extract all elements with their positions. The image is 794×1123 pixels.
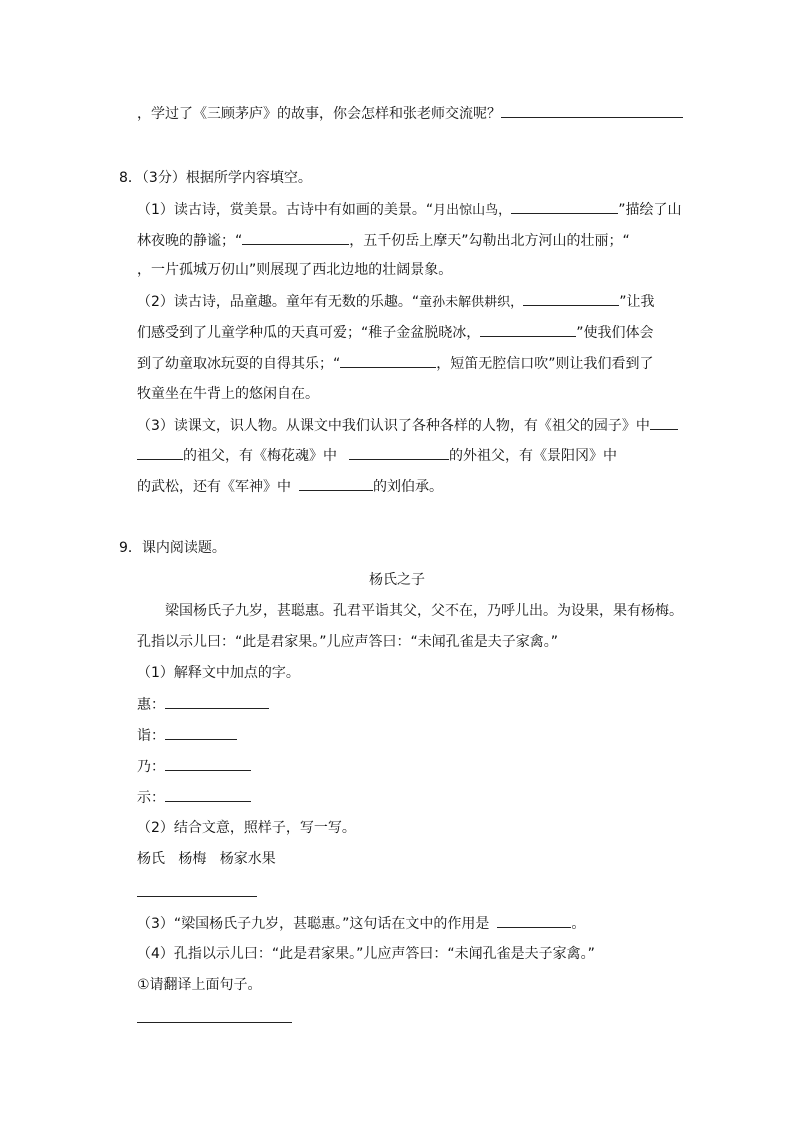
- answer-blank[interactable]: [165, 694, 269, 709]
- answer-blank[interactable]: [340, 353, 436, 368]
- word-nai: [137, 756, 251, 777]
- word-label: 诣：: [137, 728, 165, 744]
- passage-title: 杨氏之子: [369, 572, 425, 588]
- answer-blank[interactable]: [497, 913, 571, 928]
- q8-p1-text: ，一片孤城万仞山”则展现了西北边地的壮阔景象。: [137, 262, 453, 278]
- q8-p2-text: （2）读古诗，品童趣。童年有无数的乐趣。“: [137, 294, 420, 310]
- q8-p2-line2: [137, 322, 654, 343]
- q9-sub3-end: 。: [571, 916, 586, 932]
- q8-p1-line3: [137, 260, 452, 280]
- q8-p2-line4: [137, 384, 319, 404]
- answer-blank[interactable]: [137, 445, 183, 460]
- q8-p3-line1: [137, 415, 678, 436]
- q8-p3-text: 的武松，还有《军神》中: [137, 479, 291, 495]
- q8-p1-line2: [137, 230, 630, 251]
- q8-p2-text: 们感受到了儿童学种瓜的天真可爱；“稚子金盆脱晓冰，: [137, 325, 481, 341]
- example-words: 杨氏 杨梅 杨家水果: [137, 851, 276, 867]
- q8-p2-text: ”让我: [619, 294, 655, 310]
- q8-p1-text: （1）读古诗，赏美景。古诗中有如画的美景。“: [137, 202, 434, 218]
- q8-header: 8．（3分）根据所学内容填空。: [119, 170, 312, 186]
- passage-line1: 梁国杨氏子九岁，甚聪惠。孔君平诣其父，父不在，乃呼儿出。为设果，果有杨梅。: [165, 603, 683, 619]
- q8-p3-text: 的刘伯承。: [373, 479, 443, 495]
- q8-p2-text: 牧童坐在牛背上的悠闲自在。: [137, 386, 319, 402]
- q8-p2-line1: [137, 291, 654, 313]
- q8-p3-line3: [137, 476, 443, 497]
- answer-blank[interactable]: [501, 103, 683, 118]
- answer-blank[interactable]: [242, 230, 349, 245]
- answer-blank[interactable]: [511, 199, 618, 214]
- poem-quote: 童孙未解供耕织，: [419, 295, 524, 310]
- q8-p2-text: 到了幼童取冰玩耍的自得其乐；“: [137, 356, 341, 372]
- answer-line[interactable]: [137, 896, 257, 897]
- q8-p3-line2: [137, 445, 617, 466]
- q8-p3-text: 的外祖父，有《景阳冈》中: [449, 448, 617, 464]
- q9-header: 9．课内阅读题。: [119, 540, 226, 556]
- q9-sub4-1: ①请翻译上面句子。: [137, 977, 262, 993]
- answer-blank[interactable]: [523, 291, 619, 306]
- q9-sub1: （1）解释文中加点的字。: [137, 665, 300, 681]
- q8-p3-text: （3）读课文，识人物。从课文中我们认识了各种各样的人物，有《祖父的园子》中: [137, 418, 650, 434]
- answer-blank[interactable]: [165, 787, 251, 802]
- q9-sub3: [137, 913, 585, 934]
- q9-sub3-text: （3）“梁国杨氏子九岁，甚聪惠。”这句话在文中的作用是: [137, 916, 490, 932]
- q9-sub2: （2）结合文意，照样子，写一写。: [137, 820, 356, 836]
- word-label: 示：: [137, 790, 165, 806]
- answer-blank[interactable]: [650, 415, 678, 430]
- poem-quote: 月出惊山鸟，: [433, 203, 512, 218]
- intro-text: ，学过了《三顾茅庐》的故事，你会怎样和张老师交流呢？: [137, 106, 501, 122]
- word-shi: [137, 787, 251, 808]
- answer-blank[interactable]: [165, 756, 251, 771]
- passage-line2: 孔指以示儿曰：“此是君家果。”儿应声答曰：“未闻孔雀是夫子家禽。”: [137, 634, 559, 650]
- answer-line[interactable]: [137, 1022, 292, 1023]
- word-label: 惠：: [137, 697, 165, 713]
- answer-blank[interactable]: [480, 322, 576, 337]
- q8-p1-line1: [137, 199, 681, 221]
- answer-blank[interactable]: [349, 445, 449, 460]
- q8-p1-text: 林夜晚的静谧；“: [137, 233, 243, 249]
- intro-line: [137, 103, 683, 124]
- q8-p1-text: ，五千仞岳上摩天”勾勒出北方河山的壮丽；“: [349, 233, 630, 249]
- q8-p2-text: ”使我们体会: [576, 325, 654, 341]
- q8-p1-text: ”描绘了山: [618, 202, 682, 218]
- word-label: 乃：: [137, 759, 165, 775]
- word-hui: [137, 694, 269, 715]
- answer-blank[interactable]: [165, 725, 237, 740]
- q8-p3-text: 的祖父，有《梅花魂》中: [183, 448, 337, 464]
- q9-sub4: （4）孔指以示儿曰：“此是君家果。”儿应声答曰：“未闻孔雀是夫子家禽。”: [137, 946, 595, 962]
- word-yi: [137, 725, 237, 746]
- answer-blank[interactable]: [299, 476, 373, 491]
- q8-p2-text: ，短笛无腔信口吹”则让我们看到了: [436, 356, 654, 372]
- q8-p2-line3: [137, 353, 654, 374]
